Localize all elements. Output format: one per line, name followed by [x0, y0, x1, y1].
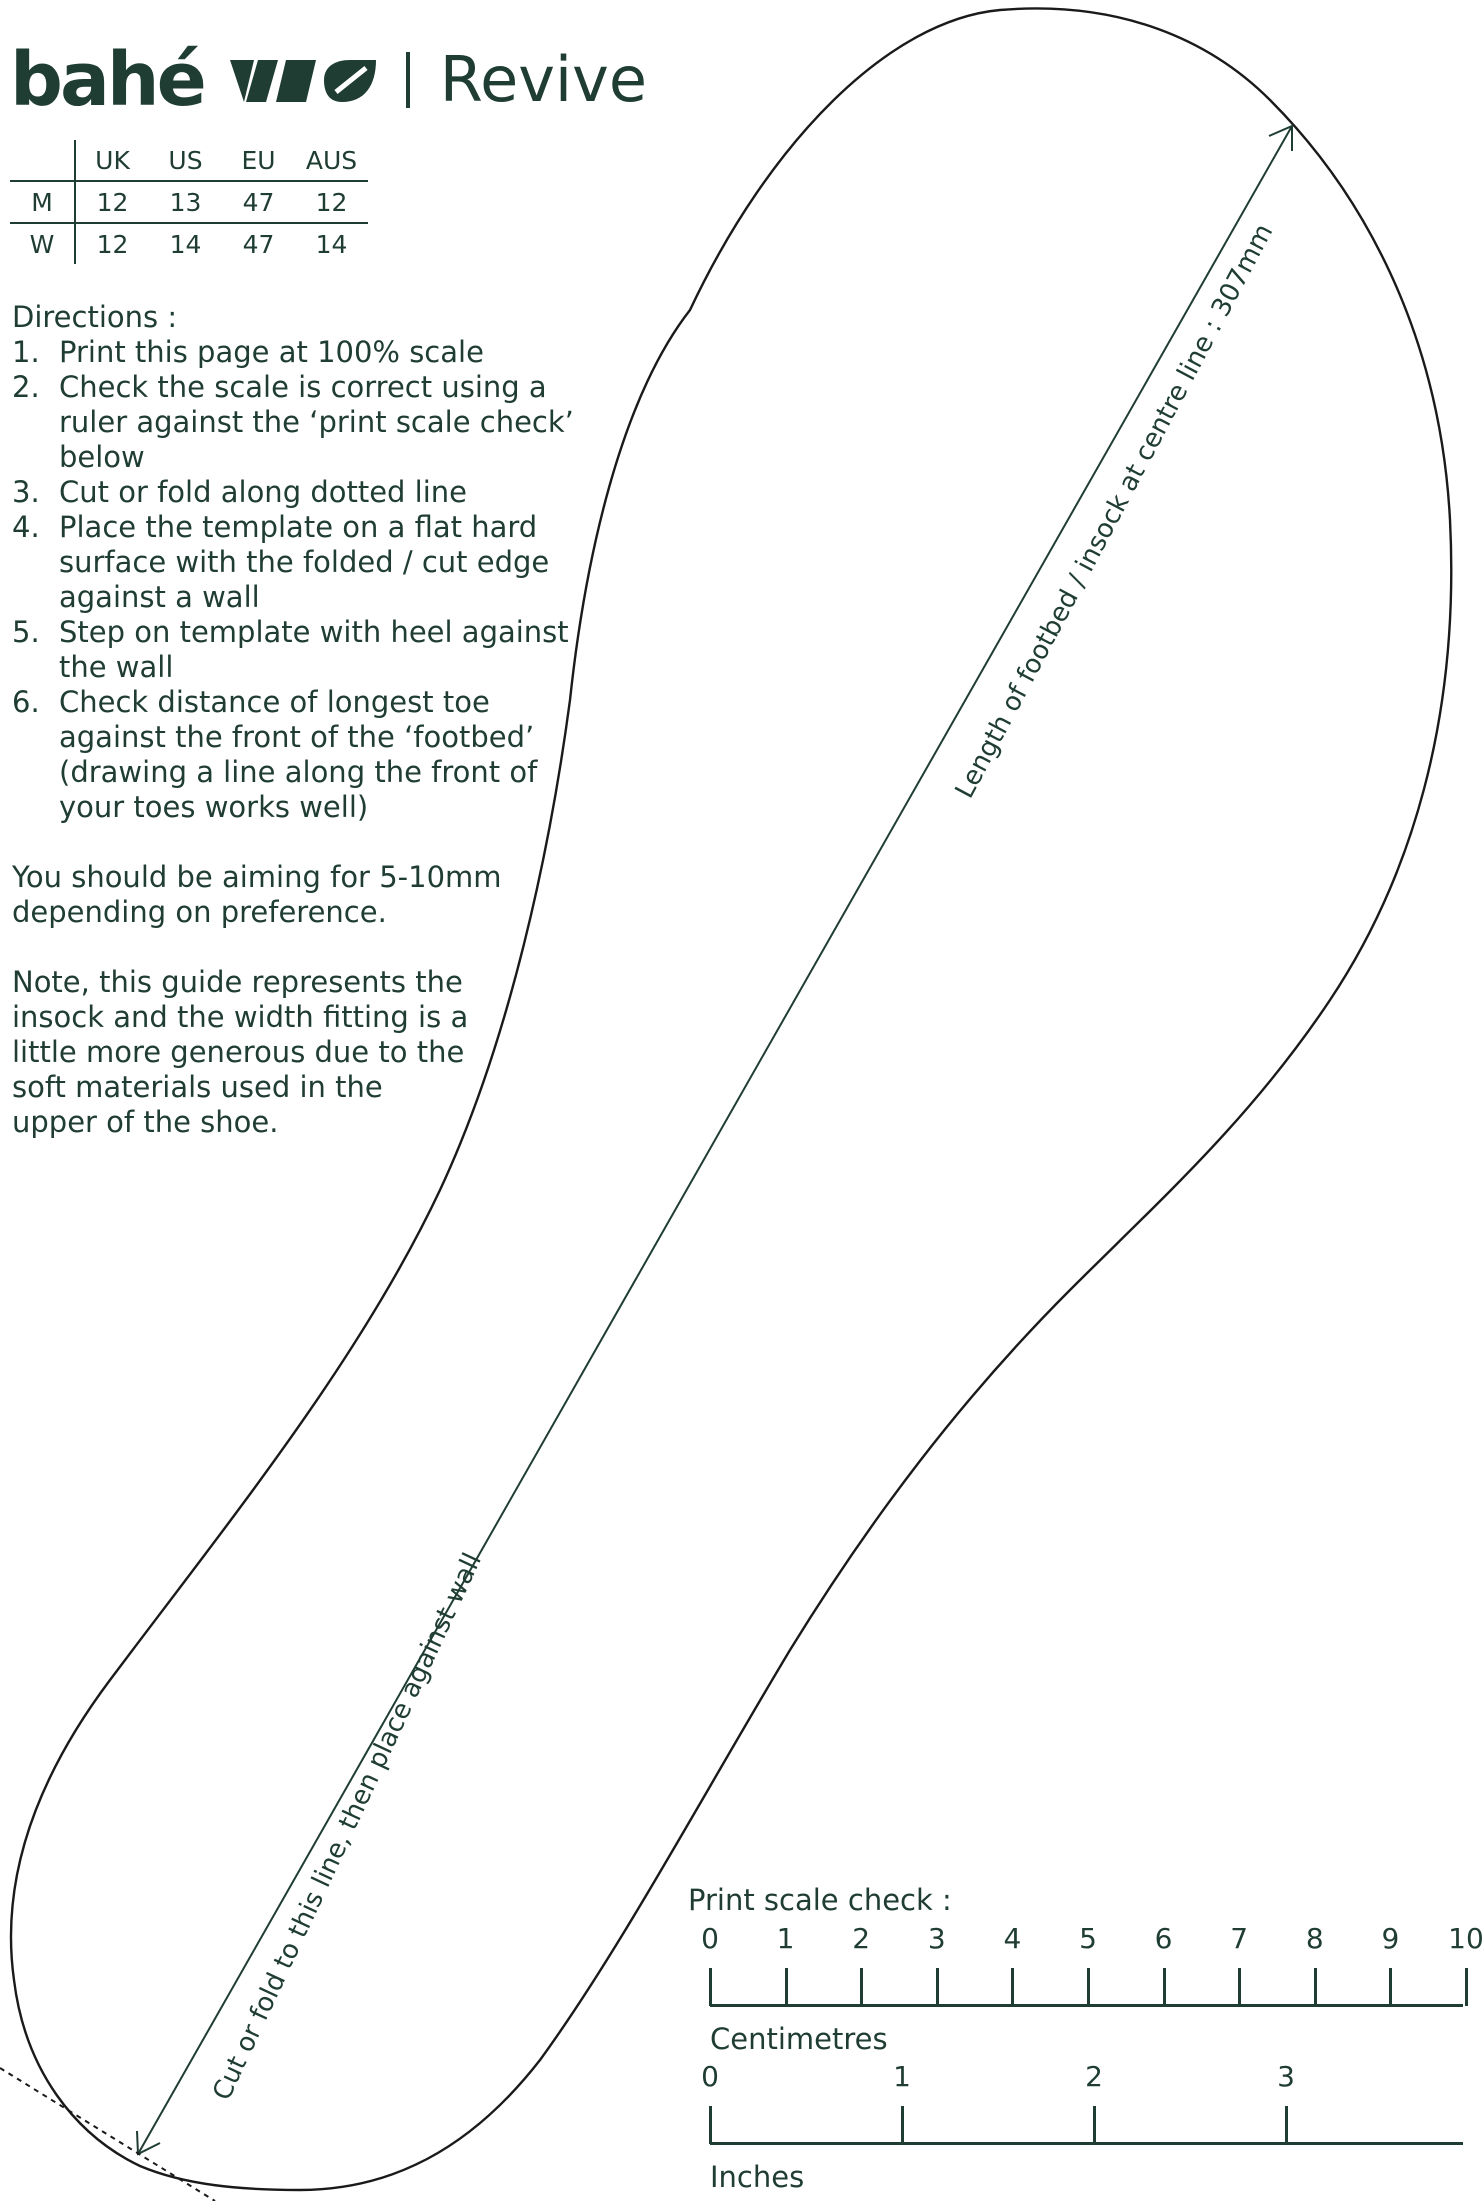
ruler-baseline — [710, 2142, 1463, 2145]
step-text: Print this page at 100% scale — [59, 335, 484, 369]
centimetre-ruler — [688, 1922, 1484, 2056]
size-table-cell: 12 — [75, 181, 149, 223]
brand-logo: bahé — [10, 37, 204, 123]
step-number: 2. — [12, 370, 40, 404]
ruler-number: 3 — [1277, 2060, 1295, 2093]
step-text: Step on template with heel against the wall — [59, 615, 569, 684]
ruler-unit-label: Centimetres — [710, 2022, 888, 2056]
ruler-tick — [1087, 1968, 1090, 2006]
scale-check-title: Print scale check : — [688, 1883, 952, 1917]
size-table-header-aus: AUS — [295, 140, 368, 181]
ruler-tick — [1238, 1968, 1241, 2006]
ruler-tick — [860, 1968, 863, 2006]
ruler-number: 0 — [701, 1922, 719, 1955]
size-table — [10, 140, 368, 264]
direction-step — [12, 335, 582, 370]
size-table-corner — [10, 140, 75, 181]
step-text: Place the template on a flat hard surface with the folded / cut edge against a wall — [59, 510, 550, 614]
header — [10, 37, 647, 123]
brand-mark-icon — [228, 56, 378, 104]
product-name: Revive — [439, 43, 647, 116]
step-text: Check the scale is correct using a ruler against the ‘print scale check’ below — [59, 370, 574, 474]
step-text: Check distance of longest toe against the front of the ‘footbed’ (drawing a line along the front of your toes works well) — [59, 685, 538, 824]
step-number: 6. — [12, 685, 40, 719]
ruler-tick — [901, 2106, 904, 2144]
step-number: 3. — [12, 475, 40, 509]
step-number: 1. — [12, 335, 40, 369]
ruler-number: 1 — [893, 2060, 911, 2093]
ruler-tick — [1465, 1968, 1468, 2006]
ruler-tick — [936, 1968, 939, 2006]
size-table-cell: 14 — [169, 229, 202, 259]
step-number: 4. — [12, 510, 40, 544]
size-table-cell: 12 — [96, 229, 129, 259]
directions-title: Directions : — [12, 300, 178, 334]
ruler-number: 2 — [852, 1922, 871, 1955]
step-number: 5. — [12, 615, 40, 649]
ruler-tick — [1389, 1968, 1392, 2006]
fold-label: Cut or fold to this line, then place against wall — [207, 1548, 488, 2105]
step-text: Cut or fold along dotted line — [59, 475, 468, 509]
direction-step — [12, 510, 582, 615]
ruler-number: 3 — [927, 1922, 946, 1955]
ruler-number: 9 — [1381, 1922, 1400, 1955]
print-scale-check — [688, 1878, 1484, 2194]
ruler-number: 10 — [1448, 1922, 1484, 1955]
length-label: Length of footbed / insock at centre line : 307mm — [949, 219, 1280, 804]
size-table-header-uk: UK — [75, 140, 149, 181]
size-table-row-label: M — [10, 181, 75, 223]
direction-step — [12, 370, 582, 475]
ruler-tick — [709, 1968, 712, 2006]
header-divider — [406, 52, 410, 108]
width-fitting-note: Note, this guide represents the insock and the width fitting is a little more generous due to the soft materials used in the upper of the shoe. — [12, 965, 469, 1139]
ruler-number: 0 — [701, 2060, 719, 2093]
size-table-row-w — [10, 223, 368, 264]
size-table-cell: 14 — [315, 229, 348, 259]
size-table-cell: 13 — [149, 181, 222, 223]
ruler-number: 5 — [1079, 1922, 1097, 1955]
fit-advice-note: You should be aiming for 5-10mm depending on preference. — [12, 860, 502, 929]
size-table-row-label: W — [10, 223, 75, 264]
ruler-number: 8 — [1305, 1922, 1324, 1955]
size-table-cell: 47 — [222, 181, 295, 223]
fold-dotted-line — [0, 2068, 215, 2201]
directions-section — [12, 300, 582, 1140]
ruler-number: 6 — [1154, 1922, 1173, 1955]
ruler-tick — [1011, 1968, 1014, 2006]
direction-step — [12, 475, 582, 510]
ruler-number: 4 — [1003, 1922, 1022, 1955]
direction-step — [12, 615, 582, 685]
ruler-tick — [1285, 2106, 1288, 2144]
ruler-number: 7 — [1230, 1922, 1249, 1955]
size-table-header-row — [10, 140, 368, 181]
direction-step — [12, 685, 582, 825]
inch-ruler — [688, 2060, 1463, 2194]
size-table-cell: 47 — [242, 229, 275, 259]
ruler-tick — [1093, 2106, 1096, 2144]
size-table-cell: 12 — [295, 181, 368, 223]
ruler-tick — [785, 1968, 788, 2006]
ruler-number: 2 — [1085, 2060, 1103, 2093]
ruler-tick — [1163, 1968, 1166, 2006]
size-table-header-us: US — [149, 140, 222, 181]
size-table-row-m — [10, 181, 368, 223]
ruler-number: 1 — [776, 1922, 795, 1955]
size-table-header-eu: EU — [222, 140, 295, 181]
ruler-tick — [709, 2106, 712, 2144]
ruler-unit-label: Inches — [710, 2160, 805, 2194]
ruler-tick — [1314, 1968, 1317, 2006]
directions-steps — [12, 335, 582, 825]
